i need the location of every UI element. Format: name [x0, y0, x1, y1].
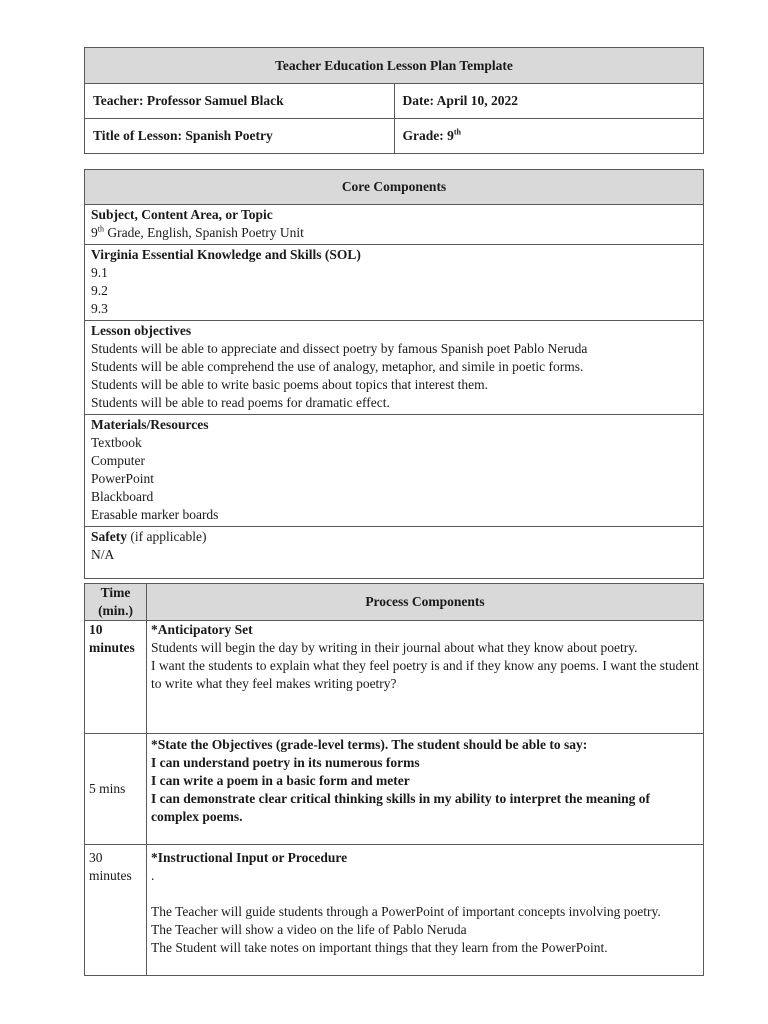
process-line: I can understand poetry in its numerous forms: [151, 755, 420, 770]
material-item: PowerPoint: [91, 471, 155, 486]
sol-section: [85, 245, 704, 321]
time-header: Time (min.): [85, 584, 147, 621]
time-cell: 5 mins: [85, 734, 147, 845]
objectives-section: [85, 321, 704, 415]
subject-value: 9th Grade, English, Spanish Poetry Unit: [91, 224, 304, 240]
time-cell: 30 minutes: [85, 845, 147, 976]
safety-note: (if applicable): [127, 529, 207, 544]
objectives-statement-cell: [147, 734, 704, 845]
time-cell: 10 minutes: [85, 621, 147, 734]
objectives-statement-heading: *State the Objectives (grade-level terms). The student should be able to say:: [151, 737, 588, 752]
objective-item: Students will be able to write basic poems about topics that interest them.: [91, 377, 489, 392]
template-title: Teacher Education Lesson Plan Template: [85, 48, 704, 84]
material-item: Erasable marker boards: [91, 507, 219, 522]
core-components-table: [84, 169, 704, 579]
material-item: Textbook: [91, 435, 142, 450]
safety-section: [85, 527, 704, 579]
process-line: The Student will take notes on important things that they learn from the PowerPoint.: [151, 940, 608, 955]
safety-value: N/A: [91, 547, 115, 562]
process-dot: .: [151, 868, 155, 883]
subject-heading: Subject, Content Area, or Topic: [91, 207, 273, 222]
instructional-input-cell: [147, 845, 704, 976]
objectives-heading: Lesson objectives: [91, 323, 192, 338]
teacher-cell: Teacher: Professor Samuel Black: [85, 84, 395, 119]
process-line: I can demonstrate clear critical thinking skills in my ability to interpret the meaning of complex poems.: [151, 791, 650, 824]
anticipatory-set-cell: [147, 621, 704, 734]
date-cell: Date: April 10, 2022: [394, 84, 704, 119]
grade-cell: [394, 119, 704, 154]
process-line: Students will begin the day by writing in their journal about what they know about poetry.: [151, 640, 638, 655]
core-components-title: Core Components: [85, 170, 704, 205]
safety-heading-line: [91, 528, 697, 546]
objective-item: Students will be able comprehend the use of analogy, metaphor, and simile in poetic forms.: [91, 359, 584, 374]
grade-sup: th: [453, 127, 461, 137]
sol-heading: Virginia Essential Knowledge and Skills (SOL): [91, 247, 361, 262]
process-line: The Teacher will guide students through a PowerPoint of important concepts involving poetry.: [151, 904, 661, 919]
sol-item: 9.1: [91, 265, 108, 280]
material-item: Blackboard: [91, 489, 154, 504]
sol-item: 9.2: [91, 283, 108, 298]
sol-item: 9.3: [91, 301, 108, 316]
process-line: The Teacher will show a video on the life of Pablo Neruda: [151, 922, 467, 937]
process-components-title: Process Components: [147, 584, 704, 621]
materials-heading: Materials/Resources: [91, 417, 209, 432]
instructional-input-heading: *Instructional Input or Procedure: [151, 850, 348, 865]
material-item: Computer: [91, 453, 145, 468]
materials-section: [85, 415, 704, 527]
blank-line: [151, 885, 699, 903]
process-components-table: [84, 583, 704, 976]
safety-heading: Safety: [91, 529, 127, 544]
objective-item: Students will be able to read poems for dramatic effect.: [91, 395, 390, 410]
lesson-title-cell: Title of Lesson: Spanish Poetry: [85, 119, 395, 154]
subject-section: [85, 205, 704, 245]
process-line: I want the students to explain what they feel poetry is and if they know any poems. I want the student to write what they feel makes writing poetry?: [151, 658, 699, 691]
process-line: I can write a poem in a basic form and meter: [151, 773, 410, 788]
anticipatory-set-heading: *Anticipatory Set: [151, 622, 253, 637]
objective-item: Students will be able to appreciate and dissect poetry by famous Spanish poet Pablo Neruda: [91, 341, 588, 356]
header-table: [84, 47, 704, 154]
grade-text: Grade: 9: [402, 128, 454, 143]
